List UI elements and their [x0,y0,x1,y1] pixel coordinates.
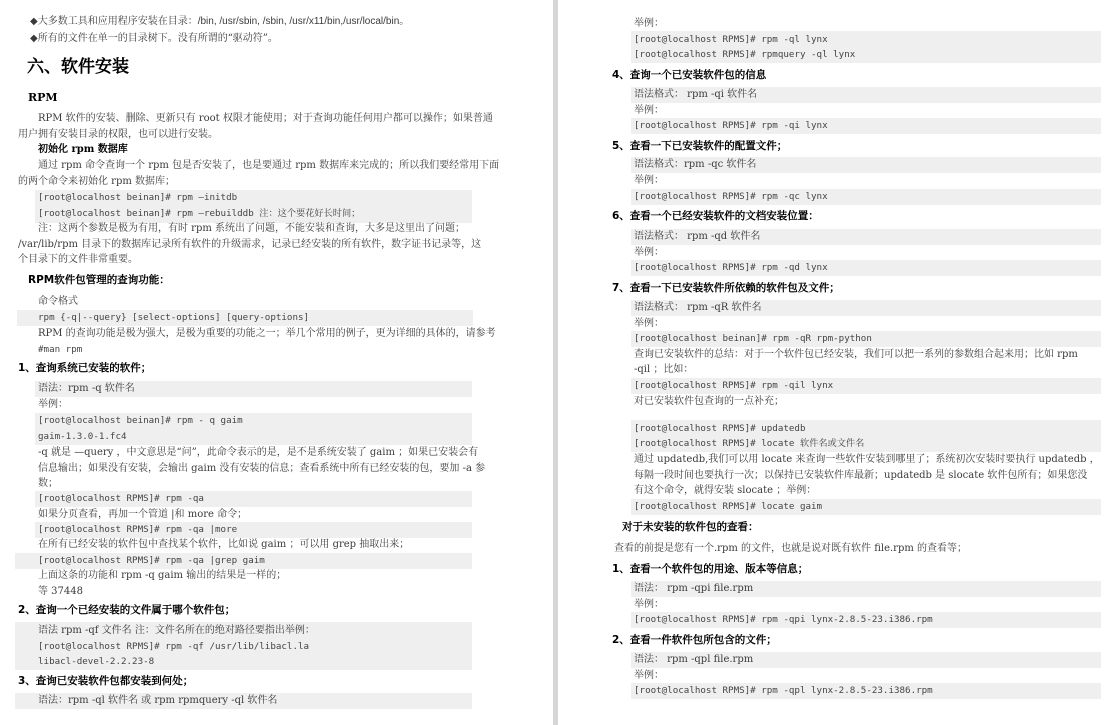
s2-output: libacl-devel-2.2.23-8 [38,656,155,667]
init-text-line-1: 通过 rpm 命令查询一个 rpm 包是否安装了，也是要通过 rpm 数据库来完成的；所以我们要经常用下面 [38,160,500,171]
s4-heading: 4、查询一个已安装软件包的信息 [612,69,767,81]
u2-cmd: [root@localhost RPMS]# rpm -qpl lynx-2.8.5-23.i386.rpm [634,685,933,696]
locate-cmd-gaim: [root@localhost RPMS]# locate gaim [634,501,823,512]
query-heading: RPM软件包管理的查询功能： [28,274,170,286]
s3-syntax: 语法：rpm -ql 软件名 或 rpm rpmquery -ql 软件名 [38,695,278,706]
u1-syntax: 语法： rpm -qpi file.rpm [634,583,754,594]
locate-desc-2: 每隔一段时间也要执行一次；以保持已安装软件库最新；updatedb 是 slocate 软件包所有；如果您没 [634,470,1088,481]
locate-desc-1: 通过 updatedb,我们可以用 locate 来查询一些软件安装到哪里了；系统初次安装时要执行 updatedb ， [634,454,1100,465]
s3-cmd-1: [root@localhost RPMS]# rpm -ql lynx [634,34,828,45]
init-note-line-3: 个目录下的文件非常重要。 [18,254,138,265]
query-man: #man rpm [38,344,83,355]
init-note-line-1: 注：这两个参数是极为有用，有时 rpm 系统出了问题，不能安装和查询，大多是这里出了问题； [38,223,466,234]
s5-heading: 5、查看一下已安装软件的配置文件； [612,140,788,152]
rpm-heading: RPM [28,91,58,104]
bullet-directories: ◆大多数工具和应用程序安装在目录：/bin, /usr/sbin, /sbin, /usr/x11/bin,/usr/local/bin。 [30,16,410,27]
s1-paging-text: 如果分页查看，再加一个管道 |和 more 命令； [38,509,248,520]
s5-example-label: 举例： [634,175,664,186]
s6-example-label: 举例： [634,247,664,258]
s1-desc-2: 信息输出；如果没有安装，会输出 gaim 没有安装的信息；查看系统中所有已经安装的包，要加 -a 参 [38,463,486,474]
s5-cmd: [root@localhost RPMS]# rpm -qc lynx [634,191,828,202]
locate-cmd-updatedb: [root@localhost RPMS]# updatedb [634,423,806,434]
s1-grep-text: 在所有已经安装的软件包中查找某个软件，比如说 gaim ；可以用 grep 抽取出来； [38,539,410,550]
init-note-line-2: /var/lib/rpm 目录下的数据库记录所有软件的升级需求，记录已经安装的所有软件，数字证书记录等，这 [18,239,482,250]
s1-heading: 1、查询系统已安装的软件； [18,362,152,374]
s1-output: gaim-1.3.0-1.fc4 [38,431,127,442]
rpm-intro-line-2: 用户拥有安装目录的权限，也可以进行安装。 [18,129,218,140]
locate-cmd-locate: [root@localhost RPMS]# locate 软件名或文件名 [634,438,865,449]
u1-example-label: 举例： [634,599,664,610]
s1-desc-3: 数； [38,478,58,489]
s1-example-label: 举例： [38,399,68,410]
document-page-left [0,0,553,725]
s7-syntax: 语法格式： rpm -qR 软件名 [634,302,762,313]
s6-cmd: [root@localhost RPMS]# rpm -qd lynx [634,262,828,273]
s3-cmd-2: [root@localhost RPMS]# rpmquery -ql lynx [634,49,856,60]
uninstalled-intro: 查看的前提是您有一个.rpm 的文件，也就是说对既有软件 file.rpm 的查看等； [614,543,968,554]
u2-syntax: 语法： rpm -qpl file.rpm [634,654,754,665]
s6-syntax: 语法格式： rpm -qd 软件名 [634,231,761,242]
query-desc: RPM 的查询功能是极为强大，是极为重要的功能之一；举几个常用的例子，更为详细的具体的，请参考 [38,328,496,339]
s3-heading: 3、查询已安装软件包都安装到何处； [18,675,194,687]
s2-cmd: [root@localhost RPMS]# rpm -qf /usr/lib/libacl.la [38,641,310,652]
locate-desc-3: 有这个命令，就得安装 slocate ；举例： [634,485,817,496]
code-rebuilddb: [root@localhost beinan]# rpm —rebuilddb 注：这个要花好长时间； [38,208,361,219]
uninstalled-heading: 对于未安装的软件包的查看： [622,521,759,533]
rpm-intro-line-1: RPM 软件的安装、删除、更新只有 root 权限才能使用；对于查询功能任何用户都可以操作；如果普通 [38,113,493,124]
s1-cmd-more: [root@localhost RPMS]# rpm -qa |more [38,524,238,535]
query-format-label: 命令格式 [38,296,78,307]
s7-example-label: 举例： [634,318,664,329]
section-title: 六、软件安装 [27,57,129,77]
s1-cmd: [root@localhost beinan]# rpm - q gaim [38,415,243,426]
query-format-cmd: rpm {-q|--query} [select-options] [query-options] [38,312,310,323]
s4-cmd: [root@localhost RPMS]# rpm -qi lynx [634,120,828,131]
u2-example-label: 举例： [634,670,664,681]
u1-cmd: [root@localhost RPMS]# rpm -qpi lynx-2.8.5-23.i386.rpm [634,614,933,625]
s2-heading: 2、查询一个已经安装的文件属于哪个软件包； [18,604,236,616]
s7-cmd: [root@localhost beinan]# rpm -qR rpm-python [634,333,872,344]
s4-example-label: 举例： [634,105,664,116]
s7-summary-2: -qil ；比如： [634,364,694,375]
s7-heading: 7、查看一下已安装软件所依赖的软件包及文件； [612,282,840,294]
s7-summary-1: 查询已安装软件的总结：对于一个软件包已经安装，我们可以把一系列的参数组合起来用；比如 rpm [634,349,1078,360]
init-db-heading: 初始化 rpm 数据库 [38,144,128,155]
s1-same-text: 上面这条的功能和 rpm -q gaim 输出的结果是一样的； [38,570,287,581]
code-initdb: [root@localhost beinan]# rpm —initdb [38,192,238,203]
s4-syntax: 语法格式： rpm -qi 软件名 [634,89,758,100]
s3-example-label: 举例： [634,18,664,29]
s6-heading: 6、查看一个已经安装软件的文档安装位置： [612,210,819,222]
init-text-line-2: 的两个命令来初始化 rpm 数据库； [18,176,176,187]
s1-desc-1: -q 就是 —query ，中文意思是“问”，此命令表示的是，是不是系统安装了 gaim ；如果已安装会有 [38,447,479,458]
bullet-single-tree: ◆所有的文件在单一的目录树下。没有所谓的“驱动符”。 [30,33,278,44]
u1-heading: 1、查看一个软件包的用途、版本等信息； [612,563,809,575]
s1-cmd-qa: [root@localhost RPMS]# rpm -qa [38,493,204,504]
s7-cmd-qil: [root@localhost RPMS]# rpm -qil lynx [634,380,834,391]
u2-heading: 2、查看一件软件包所包含的文件； [612,634,777,646]
s7-supplement: 对已安装软件包查询的一点补充； [634,396,784,407]
s2-syntax: 语法 rpm -qf 文件名 注：文件名所在的绝对路径要指出举例： [38,625,315,636]
s5-syntax: 语法格式：rpm -qc 软件名 [634,159,757,170]
s1-cmd-grep: [root@localhost RPMS]# rpm -qa |grep gaim [38,555,265,566]
document-page-right [558,0,1118,725]
s1-syntax: 语法：rpm -q 软件名 [38,383,135,394]
s1-etc: 等 37448 [38,586,83,597]
